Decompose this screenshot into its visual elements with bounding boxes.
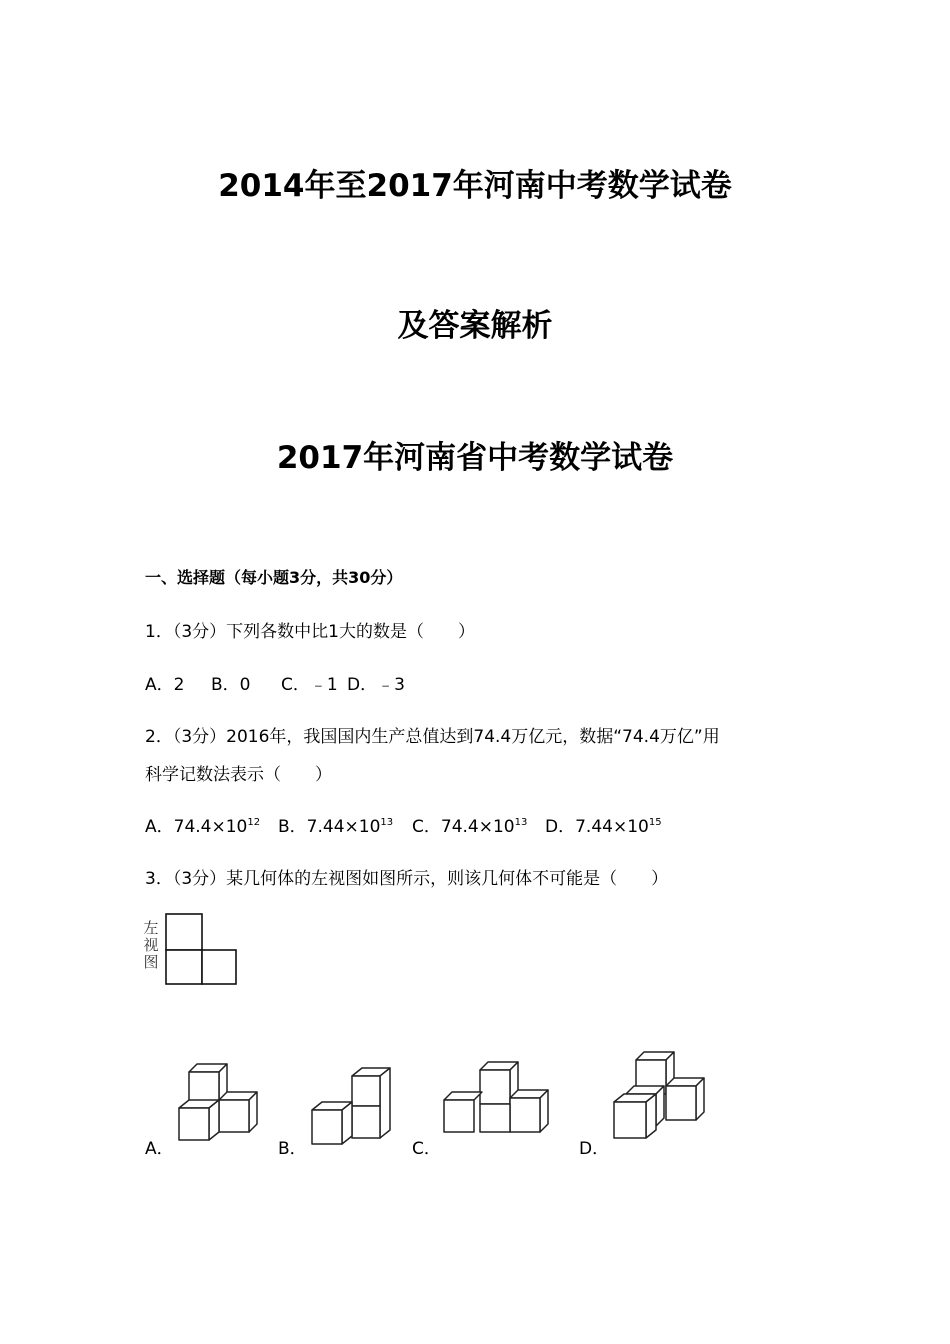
q2-option-b: B．$7.44\times 10^{13}$ xyxy=(278,817,394,837)
paper-title: 2017年河南省中考数学试卷 xyxy=(276,440,674,476)
question-2-stem-line1: 2．（3分）2016年，我国国内生产总值达到74.4万亿元，数据“74.4万亿”用 xyxy=(145,727,720,747)
q1-option-d: D．﹣3 xyxy=(347,675,405,695)
option-c-cube-figure xyxy=(440,1056,555,1146)
q1-option-b: B．0 xyxy=(211,675,251,695)
question-3-stem: 3．（3分）某几何体的左视图如图所示，则该几何体不可能是（ ） xyxy=(145,869,669,889)
question-1-options xyxy=(145,670,405,695)
question-2-stem-line2: 科学记数法表示（ ） xyxy=(145,765,332,785)
q2-option-a: A．$74.4\times 10^{12}$ xyxy=(145,817,261,837)
q2-option-c: C．$74.4\times 10^{13}$ xyxy=(412,817,528,837)
q2-option-d: D．$7.44\times 10^{15}$ xyxy=(545,817,662,837)
option-d-cube-figure xyxy=(608,1048,713,1148)
q1-option-c: C．﹣1 xyxy=(281,675,338,695)
q1-option-a: A．2 xyxy=(145,675,185,695)
question-2-options xyxy=(145,812,662,837)
left-view-figure xyxy=(162,910,242,990)
option-a-cube-figure xyxy=(175,1058,270,1148)
left-view-label: 左 视 图 xyxy=(143,919,159,971)
document-title: 2014年至2017年河南中考数学试卷 xyxy=(218,168,732,204)
section-heading: 一、选择题（每小题3分，共30分） xyxy=(145,568,403,587)
q3-option-b-label: B． xyxy=(278,1139,307,1159)
document-subtitle: 及答案解析 xyxy=(397,308,553,344)
q3-option-a-label: A． xyxy=(145,1139,174,1159)
option-b-cube-figure xyxy=(308,1062,398,1152)
question-1-stem: 1．（3分）下列各数中比1大的数是（ ） xyxy=(145,622,475,642)
q3-option-d-label: D． xyxy=(579,1139,610,1159)
q3-option-c-label: C． xyxy=(412,1139,441,1159)
